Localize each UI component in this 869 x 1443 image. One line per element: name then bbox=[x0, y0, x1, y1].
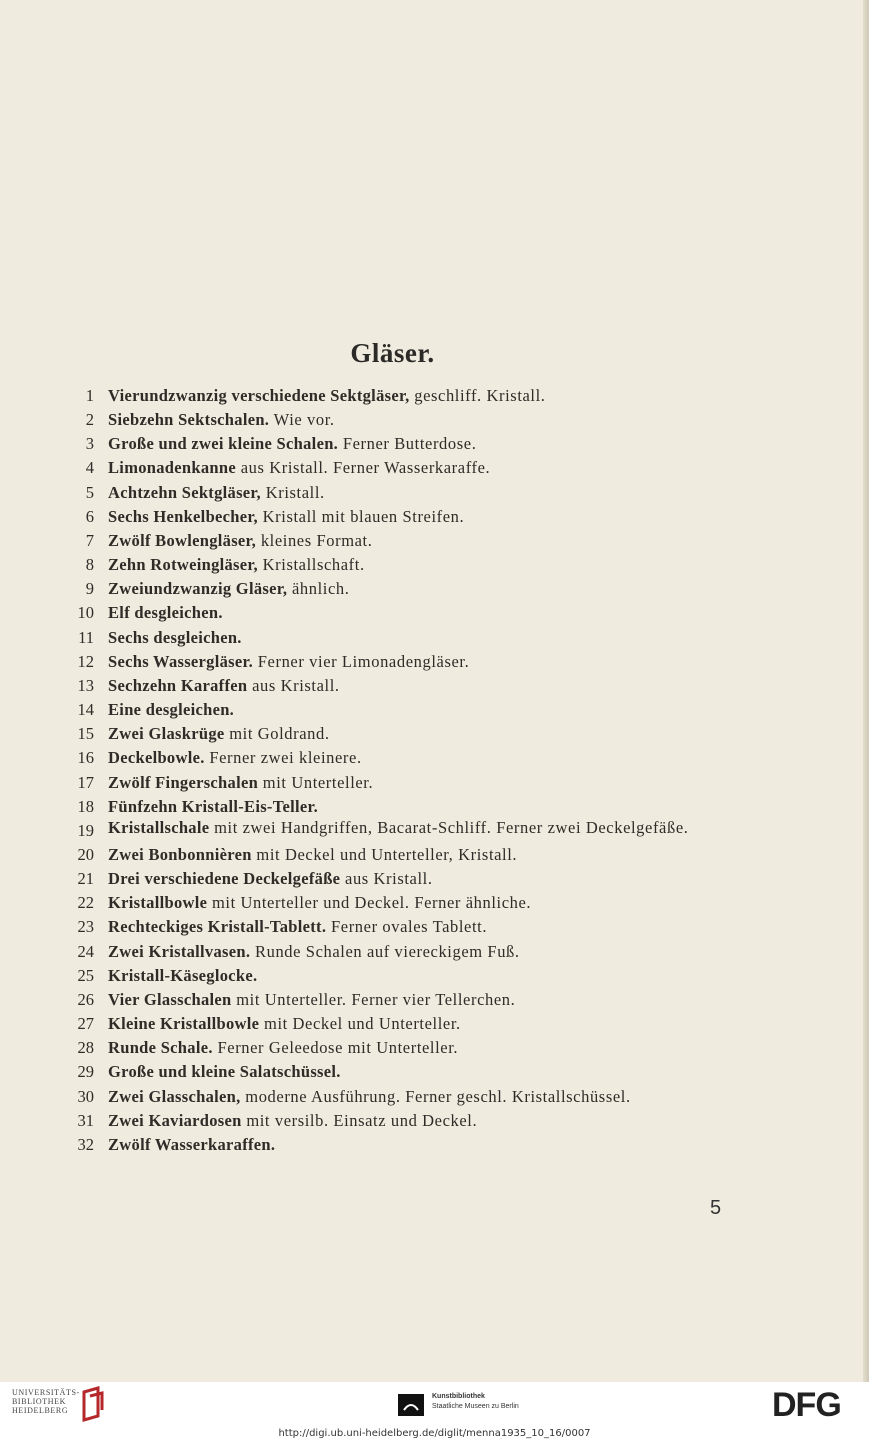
item-detail: mit Goldrand. bbox=[224, 724, 330, 744]
item-detail: geschliff. Kristall. bbox=[409, 386, 546, 405]
item-detail: Ferner Geleedose mit Unterteller. bbox=[212, 1038, 459, 1058]
item-number: 26 bbox=[77, 989, 94, 1009]
item-detail: Kristall mit blauen Streifen. bbox=[257, 506, 465, 526]
list-item bbox=[60, 1109, 760, 1133]
list-item bbox=[60, 674, 760, 698]
item-title: Sechs Wassergläser. bbox=[108, 651, 254, 671]
item-title: Vierundzwanzig verschiedene Sektgläser, bbox=[108, 386, 410, 405]
item-detail: Ferner Butterdose. bbox=[338, 434, 477, 454]
item-title: Kristallbowle bbox=[108, 893, 208, 913]
list-item bbox=[60, 601, 760, 625]
item-description bbox=[108, 915, 760, 939]
list-item bbox=[60, 529, 760, 553]
list-item bbox=[60, 626, 760, 650]
item-number: 29 bbox=[77, 1062, 94, 1082]
item-title: Kristallschale bbox=[108, 817, 210, 837]
item-number: 13 bbox=[77, 675, 94, 695]
item-description bbox=[108, 432, 760, 456]
item-number: 24 bbox=[77, 941, 94, 961]
list-item bbox=[60, 771, 760, 795]
item-title: Zwei Kaviardosen bbox=[108, 1110, 242, 1130]
item-number: 9 bbox=[85, 579, 94, 599]
item-description bbox=[108, 505, 760, 529]
item-description bbox=[108, 408, 760, 432]
item-description bbox=[108, 674, 760, 698]
list-item bbox=[60, 867, 760, 891]
item-description bbox=[108, 940, 760, 964]
item-list bbox=[60, 384, 760, 1157]
item-title: Zwei Bonbonnièren bbox=[108, 844, 252, 864]
item-detail: Wie vor. bbox=[269, 410, 335, 430]
item-title: Zwei Kristallvasen. bbox=[108, 941, 251, 961]
item-description bbox=[108, 988, 760, 1012]
item-title: Zwölf Wasserkaraffen. bbox=[108, 1134, 276, 1154]
item-number: 12 bbox=[77, 651, 94, 671]
list-item bbox=[60, 988, 760, 1012]
item-title: Sechs Henkelbecher, bbox=[108, 506, 258, 526]
item-number: 17 bbox=[77, 772, 94, 792]
item-number: 7 bbox=[85, 530, 94, 550]
item-title: Drei verschiedene Deckelgefäße bbox=[108, 869, 341, 889]
list-item bbox=[60, 915, 760, 939]
list-item bbox=[60, 408, 760, 432]
kunstbibliothek-label[interactable]: Kunstbibliothek Staatliche Museen zu Berlin bbox=[432, 1393, 519, 1410]
item-description bbox=[108, 891, 760, 915]
item-description bbox=[108, 529, 760, 553]
item-title: Rechteckiges Kristall-Tablett. bbox=[108, 917, 327, 937]
item-detail: kleines Format. bbox=[256, 530, 373, 550]
item-description bbox=[108, 698, 760, 722]
item-number: 2 bbox=[85, 410, 94, 430]
list-item bbox=[60, 891, 760, 915]
item-title: Achtzehn Sektgläser, bbox=[108, 482, 261, 502]
item-detail: ähnlich. bbox=[287, 579, 350, 599]
page-number: 5 bbox=[710, 1197, 722, 1219]
item-detail: mit Unterteller. Ferner vier Tellerchen. bbox=[231, 989, 516, 1009]
item-detail: moderne Ausführung. Ferner geschl. Kristallschüssel. bbox=[240, 1086, 631, 1106]
item-number: 22 bbox=[77, 893, 94, 913]
item-description bbox=[108, 1109, 760, 1133]
list-item bbox=[60, 650, 760, 674]
list-item bbox=[60, 964, 760, 988]
item-description bbox=[108, 456, 760, 480]
list-item bbox=[60, 1012, 760, 1036]
item-description bbox=[108, 481, 760, 505]
item-number: 28 bbox=[77, 1038, 94, 1058]
item-detail: mit Unterteller und Deckel. Ferner ähnliche. bbox=[207, 893, 532, 913]
item-description bbox=[108, 746, 760, 770]
item-description bbox=[108, 843, 760, 867]
item-number: 16 bbox=[77, 748, 94, 768]
item-description bbox=[108, 722, 760, 746]
item-title: Siebzehn Sektschalen. bbox=[108, 410, 270, 430]
list-item bbox=[60, 746, 760, 770]
dfg-logo[interactable]: DFG bbox=[772, 1386, 841, 1424]
item-number: 8 bbox=[85, 555, 94, 575]
list-item bbox=[60, 819, 760, 843]
item-title: Deckelbowle. bbox=[108, 748, 205, 768]
list-item bbox=[60, 481, 760, 505]
item-description bbox=[108, 1085, 760, 1109]
page-edge-shadow bbox=[863, 0, 869, 1382]
item-title: Zwei Glaskrüge bbox=[108, 724, 225, 744]
item-title: Kristall-Käseglocke. bbox=[108, 965, 258, 985]
item-title: Zwölf Bowlengläser, bbox=[108, 530, 257, 550]
item-number: 5 bbox=[85, 482, 94, 502]
list-item bbox=[60, 553, 760, 577]
item-number: 25 bbox=[77, 965, 94, 985]
item-title: Vier Glasschalen bbox=[108, 989, 232, 1009]
item-description bbox=[108, 867, 760, 891]
item-description bbox=[108, 626, 760, 650]
ub-heidelberg-label[interactable]: UNIVERSITÄTS- BIBLIOTHEK HEIDELBERG bbox=[12, 1388, 80, 1415]
item-detail: aus Kristall. bbox=[247, 675, 340, 695]
item-detail: Kristallschaft. bbox=[257, 555, 365, 575]
item-title: Sechs desgleichen. bbox=[108, 627, 242, 647]
item-title: Zweiundzwanzig Gläser, bbox=[108, 579, 288, 599]
item-detail: Ferner ovales Tablett. bbox=[326, 917, 488, 937]
list-item bbox=[60, 698, 760, 722]
item-detail: mit versilb. Einsatz und Deckel. bbox=[241, 1110, 478, 1130]
item-title: Kleine Kristallbowle bbox=[108, 1014, 260, 1034]
item-description bbox=[108, 1036, 760, 1060]
item-description bbox=[108, 650, 760, 674]
item-description bbox=[108, 795, 760, 819]
item-title: Zehn Rotweingläser, bbox=[108, 555, 258, 575]
item-number: 32 bbox=[77, 1134, 94, 1154]
item-detail: mit zwei Handgriffen, Bacarat-Schliff. Ferner zwei Deckelgefäße. bbox=[209, 817, 689, 837]
item-number: 14 bbox=[77, 700, 94, 720]
kunstbibliothek-logo-icon[interactable] bbox=[398, 1394, 424, 1416]
list-item bbox=[60, 577, 760, 601]
item-description bbox=[108, 553, 760, 577]
item-title: Elf desgleichen. bbox=[108, 603, 223, 623]
item-number: 3 bbox=[85, 434, 94, 454]
item-number: 19 bbox=[77, 820, 94, 840]
item-detail: Ferner zwei kleinere. bbox=[204, 748, 362, 768]
item-description bbox=[108, 1060, 760, 1084]
item-description bbox=[108, 577, 760, 601]
item-number: 11 bbox=[78, 627, 94, 647]
item-title: Große und kleine Salatschüssel. bbox=[108, 1062, 341, 1082]
item-description bbox=[108, 1133, 760, 1157]
item-title: Fünfzehn Kristall-Eis-Teller. bbox=[108, 796, 319, 816]
item-detail: Runde Schalen auf viereckigem Fuß. bbox=[250, 941, 520, 961]
item-number: 10 bbox=[77, 603, 94, 623]
item-number: 6 bbox=[85, 506, 94, 526]
item-description bbox=[108, 601, 760, 625]
item-detail: Ferner vier Limonadengläser. bbox=[253, 651, 470, 671]
list-item bbox=[60, 1060, 760, 1084]
item-number: 27 bbox=[77, 1014, 94, 1034]
list-item bbox=[60, 384, 760, 408]
source-url[interactable]: http://digi.ub.uni-heidelberg.de/diglit/menna1935_10_16/0007 bbox=[278, 1428, 591, 1439]
item-number: 31 bbox=[77, 1110, 94, 1130]
item-description bbox=[108, 819, 760, 843]
item-number: 23 bbox=[77, 917, 94, 937]
page-title: Gläser. bbox=[350, 338, 435, 368]
list-item bbox=[60, 795, 760, 819]
list-item bbox=[60, 843, 760, 867]
item-title: Sechzehn Karaffen bbox=[108, 675, 248, 695]
list-item bbox=[60, 1133, 760, 1157]
item-description bbox=[108, 964, 760, 988]
item-detail: mit Unterteller. bbox=[258, 772, 374, 792]
item-number: 30 bbox=[77, 1086, 94, 1106]
item-number: 20 bbox=[77, 844, 94, 864]
list-item bbox=[60, 432, 760, 456]
item-number: 4 bbox=[85, 458, 94, 478]
item-description bbox=[108, 771, 760, 795]
item-title: Eine desgleichen. bbox=[108, 700, 235, 720]
item-number: 21 bbox=[77, 869, 94, 889]
item-title: Limonadenkanne bbox=[108, 458, 236, 478]
item-detail: Kristall. bbox=[260, 482, 325, 502]
list-item bbox=[60, 456, 760, 480]
list-item bbox=[60, 1036, 760, 1060]
item-detail: aus Kristall. bbox=[340, 869, 433, 889]
item-detail: mit Deckel und Unterteller. bbox=[259, 1014, 461, 1034]
item-title: Zwei Glasschalen, bbox=[108, 1086, 241, 1106]
list-item bbox=[60, 722, 760, 746]
ub-heidelberg-logo-icon[interactable] bbox=[80, 1386, 106, 1422]
item-title: Zwölf Fingerschalen bbox=[108, 772, 259, 792]
item-detail: aus Kristall. Ferner Wasserkaraffe. bbox=[236, 458, 491, 478]
item-title: Runde Schale. bbox=[108, 1038, 213, 1058]
item-number: 18 bbox=[77, 796, 94, 816]
list-item bbox=[60, 940, 760, 964]
item-description bbox=[108, 1012, 760, 1036]
list-item bbox=[60, 505, 760, 529]
item-number: 1 bbox=[85, 386, 94, 405]
item-number: 15 bbox=[77, 724, 94, 744]
item-detail: mit Deckel und Unterteller, Kristall. bbox=[251, 844, 518, 864]
list-item bbox=[60, 1085, 760, 1109]
item-description bbox=[108, 384, 760, 408]
item-title: Große und zwei kleine Schalen. bbox=[108, 434, 339, 454]
